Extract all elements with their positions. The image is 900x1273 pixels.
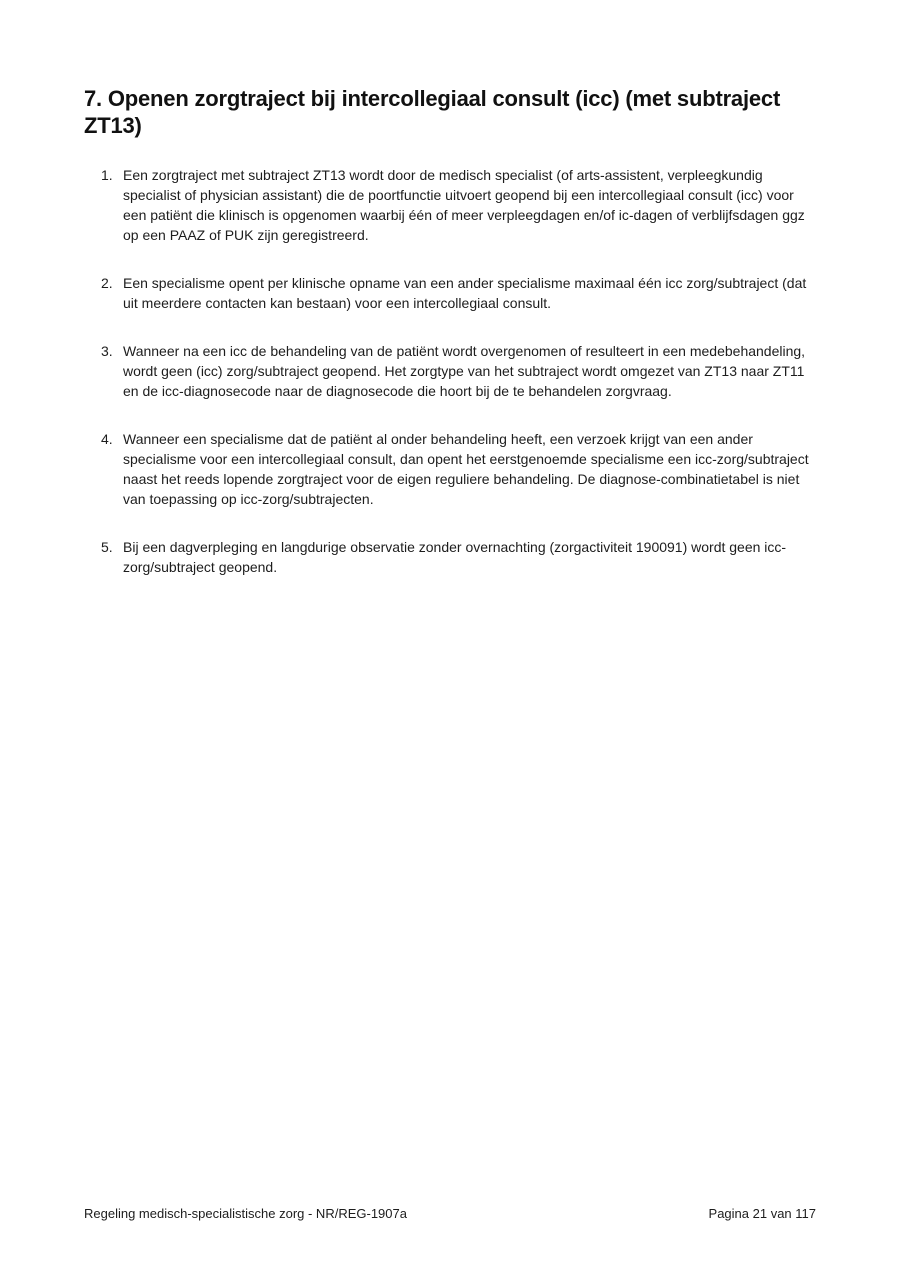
list-item-number: 2. (101, 275, 113, 291)
list-item-number: 4. (101, 431, 113, 447)
list-item (101, 429, 816, 509)
list-item-number: 5. (101, 539, 113, 555)
list-item (101, 165, 816, 245)
page-content (84, 85, 816, 605)
list-item (101, 273, 816, 313)
list-item-number: 1. (101, 167, 113, 183)
list-item-text: Bij een dagverpleging en langdurige observatie zonder overnachting (zorgactiviteit 190091) wordt geen icc-zorg/subtraject geopend. (123, 539, 787, 575)
list-item (101, 537, 816, 577)
page-footer (84, 1206, 816, 1222)
footer-page-number: Pagina 21 van 117 (708, 1206, 816, 1221)
section-heading: 7. Openen zorgtraject bij intercollegiaal consult (icc) (met subtraject ZT13) (84, 86, 781, 138)
list-item-text: Een specialisme opent per klinische opname van een ander specialisme maximaal één icc zorg/subtraject (dat uit meerdere contacten kan bestaan) voor een intercollegiaal consult. (123, 275, 807, 311)
list-item-number: 3. (101, 343, 113, 359)
numbered-list (84, 165, 816, 577)
list-item-text: Een zorgtraject met subtraject ZT13 wordt door de medisch specialist (of arts-assistent, verpleegkundig specialist of physician assistant) die de poortfunctie uitvoert geopend bij een intercollegiaal consult (icc) voor een patiënt die klinisch is opgenomen waarbij één of meer verpleegdagen en/of ic-dagen of verblijfsdagen ggz op een PAAZ of PUK zijn geregistreerd. (123, 167, 805, 243)
list-item (101, 341, 816, 401)
footer-document-title: Regeling medisch-specialistische zorg - NR/REG-1907a (84, 1206, 407, 1221)
list-item-text: Wanneer na een icc de behandeling van de patiënt wordt overgenomen of resulteert in een medebehandeling, wordt geen (icc) zorg/subtraject geopend. Het zorgtype van het subtraject wordt omgezet van ZT13 naar ZT11 en de icc-diagnosecode naar de diagnosecode die hoort bij de te behandelen zorgvraag. (123, 343, 806, 399)
list-item-text: Wanneer een specialisme dat de patiënt al onder behandeling heeft, een verzoek krijgt van een ander specialisme voor een intercollegiaal consult, dan opent het eerstgenoemde specialisme een icc-zorg/subtraject naast het reeds lopende zorgtraject voor de eigen reguliere behandeling. De diagnose-combinatietabel is niet van toepassing op icc-zorg/subtrajecten. (123, 431, 809, 507)
